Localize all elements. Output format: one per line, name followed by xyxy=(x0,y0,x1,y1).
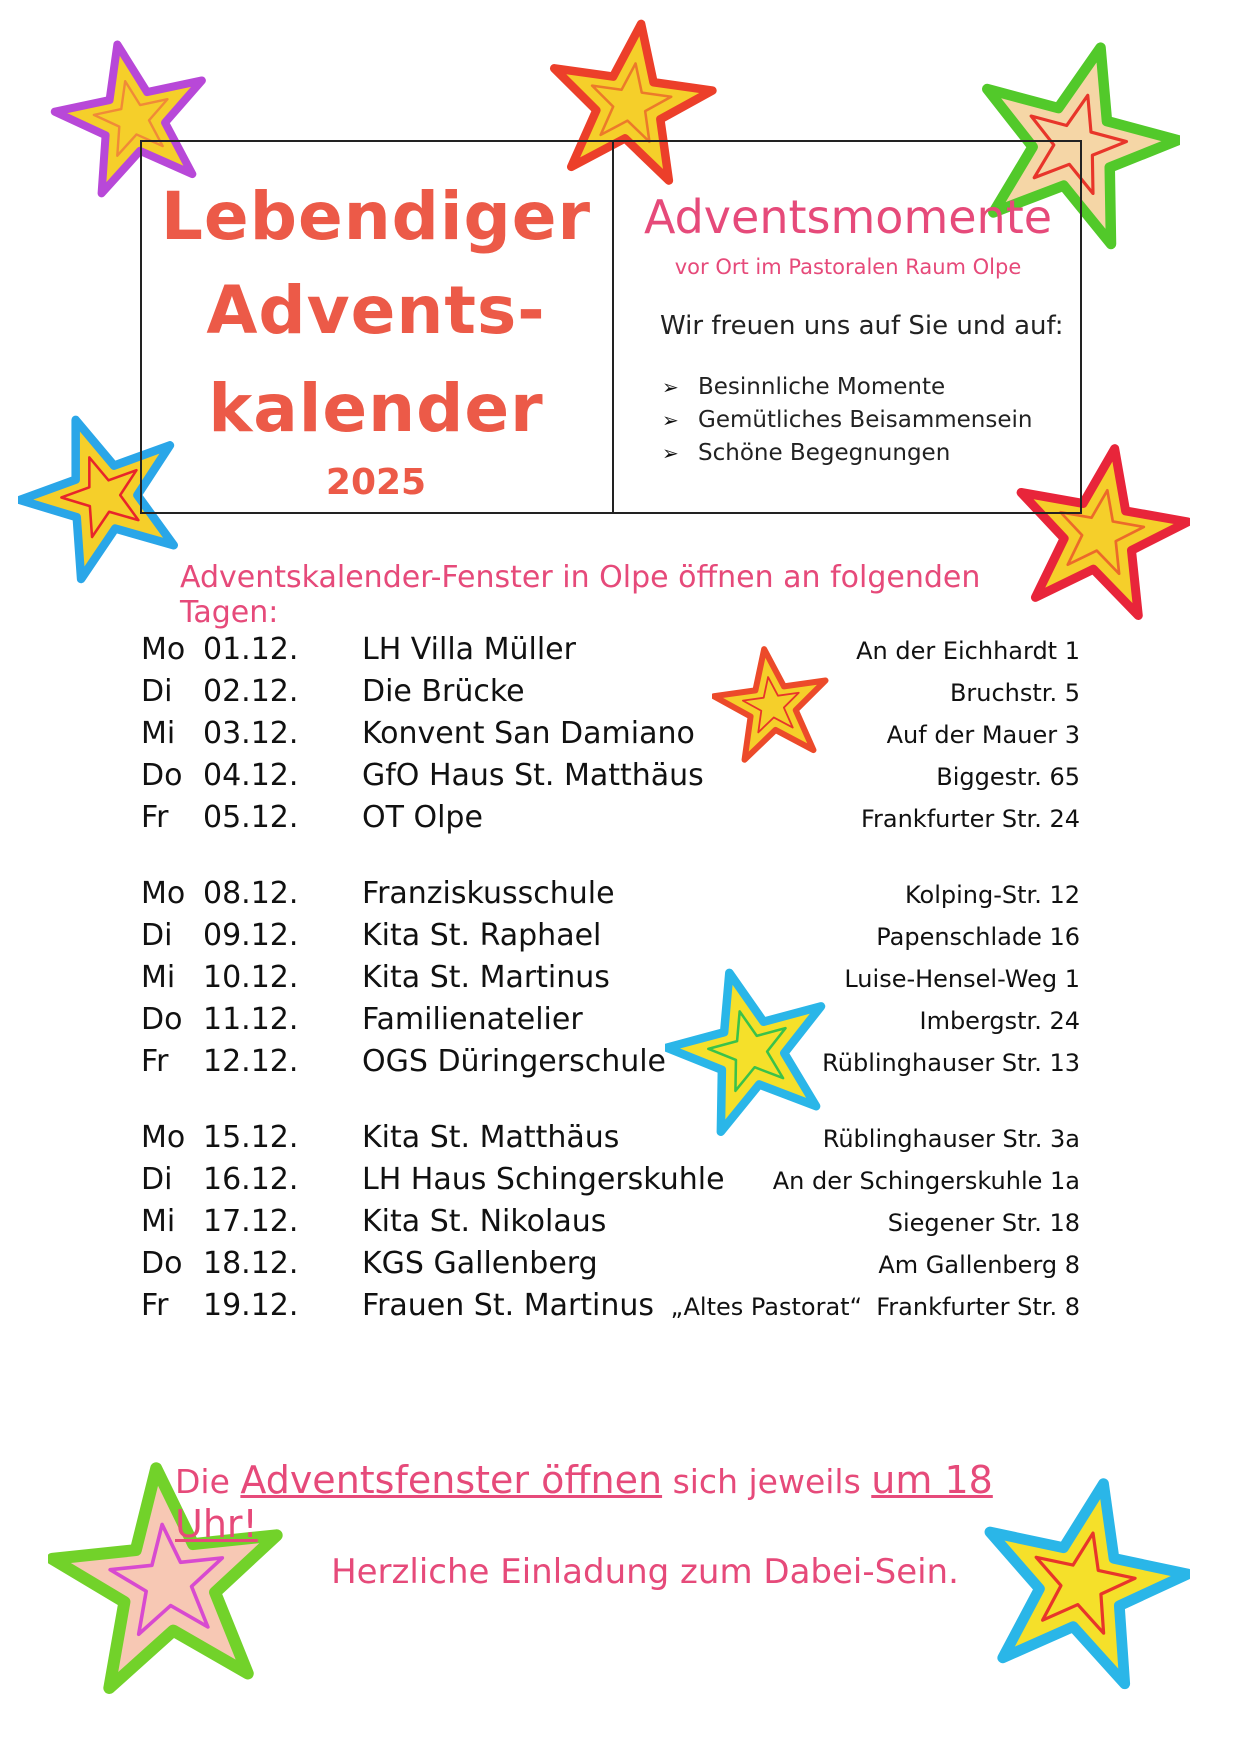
schedule-venue: Frauen St. Martinus xyxy=(362,1288,655,1323)
schedule-day: Di xyxy=(141,1162,173,1197)
arrow-bullet-icon: ➢ xyxy=(662,407,679,432)
schedule-row xyxy=(0,1002,1240,1048)
schedule-date: 16.12. xyxy=(203,1162,299,1197)
schedule-row xyxy=(0,1162,1240,1208)
schedule-row xyxy=(0,674,1240,720)
schedule-day: Do xyxy=(141,758,183,793)
schedule-address: Biggestr. 65 xyxy=(936,763,1080,791)
schedule-address: Frankfurter Str. 8 xyxy=(876,1293,1080,1321)
opening-note-part: Die xyxy=(175,1462,241,1501)
schedule-venue: Kita St. Nikolaus xyxy=(362,1204,607,1239)
title-year: 2025 xyxy=(325,462,427,503)
schedule-row xyxy=(0,918,1240,964)
schedule-day: Fr xyxy=(141,800,169,835)
schedule-venue: Konvent San Damiano xyxy=(362,716,695,751)
schedule-venue: Familienatelier xyxy=(362,1002,583,1037)
schedule-date: 04.12. xyxy=(203,758,299,793)
schedule-date: 03.12. xyxy=(203,716,299,751)
schedule-date: 17.12. xyxy=(203,1204,299,1239)
info-bullet xyxy=(662,403,1032,436)
info-bullet-label: Schöne Begegnungen xyxy=(698,439,951,466)
opening-time-emphasis: um 18 Uhr! xyxy=(175,1458,993,1546)
schedule-row xyxy=(0,1044,1240,1090)
schedule-venue: Die Brücke xyxy=(362,674,525,709)
schedule-row xyxy=(0,758,1240,804)
schedule-row xyxy=(0,1120,1240,1166)
schedule-venue: KGS Gallenberg xyxy=(362,1246,598,1281)
schedule-date: 15.12. xyxy=(203,1120,299,1155)
schedule-venue: Kita St. Matthäus xyxy=(362,1120,620,1155)
schedule-day: Mo xyxy=(141,1120,186,1155)
schedule-day: Mi xyxy=(141,1204,176,1239)
schedule-day: Di xyxy=(141,918,173,953)
schedule-address: Frankfurter Str. 24 xyxy=(860,805,1080,833)
schedule-day: Do xyxy=(141,1002,183,1037)
invitation-text: Herzliche Einladung zum Dabei-Sein. xyxy=(331,1552,959,1592)
schedule-address: Imbergstr. 24 xyxy=(919,1007,1080,1035)
arrow-bullet-icon: ➢ xyxy=(662,440,679,465)
schedule-venue: GfO Haus St. Matthäus xyxy=(362,758,704,793)
schedule-note: „Altes Pastorat“ xyxy=(670,1293,862,1321)
schedule-row xyxy=(0,632,1240,678)
schedule-venue: OT Olpe xyxy=(362,800,483,835)
schedule-date: 01.12. xyxy=(203,632,299,667)
schedule-address: Bruchstr. 5 xyxy=(949,679,1080,707)
schedule-row xyxy=(0,876,1240,922)
schedule-venue: LH Haus Schingerskuhle xyxy=(362,1162,725,1197)
schedule-address: Papenschlade 16 xyxy=(876,923,1080,951)
info-bullet xyxy=(662,436,1032,469)
info-subheading: vor Ort im Pastoralen Raum Olpe xyxy=(674,255,1022,279)
schedule-venue: Franziskusschule xyxy=(362,876,615,911)
schedule-date: 12.12. xyxy=(203,1044,299,1079)
schedule-address: Auf der Mauer 3 xyxy=(886,721,1080,749)
schedule-row xyxy=(0,1246,1240,1292)
title-line-2: Advents- xyxy=(206,272,546,349)
info-bullet-list xyxy=(662,370,1032,469)
schedule-row xyxy=(0,1204,1240,1250)
title-line-1: Lebendiger xyxy=(160,178,592,255)
title-line-3: kalender xyxy=(208,370,544,447)
schedule-day: Mo xyxy=(141,632,186,667)
schedule-address: Am Gallenberg 8 xyxy=(878,1251,1080,1279)
schedule-banner: Adventskalender-Fenster in Olpe öffnen an folgenden Tagen: xyxy=(180,560,981,630)
schedule-day: Mi xyxy=(141,960,176,995)
schedule-venue: LH Villa Müller xyxy=(362,632,576,667)
schedule-date: 09.12. xyxy=(203,918,299,953)
schedule-address: An der Eichhardt 1 xyxy=(856,637,1080,665)
schedule-address: Siegener Str. 18 xyxy=(887,1209,1080,1237)
schedule-day: Do xyxy=(141,1246,183,1281)
schedule-row xyxy=(0,800,1240,846)
schedule-date: 19.12. xyxy=(203,1288,299,1323)
schedule-day: Fr xyxy=(141,1288,169,1323)
schedule-venue: Kita St. Martinus xyxy=(362,960,610,995)
opening-note-emphasis: Adventsfenster öffnen xyxy=(240,1458,663,1502)
schedule-venue: Kita St. Raphael xyxy=(362,918,602,953)
info-bullet-label: Besinnliche Momente xyxy=(698,373,946,400)
schedule-date: 02.12. xyxy=(203,674,299,709)
info-bullet-label: Gemütliches Beisammensein xyxy=(698,406,1033,433)
schedule-date: 18.12. xyxy=(203,1246,299,1281)
schedule-day: Di xyxy=(141,674,173,709)
schedule-day: Mi xyxy=(141,716,176,751)
info-bullet xyxy=(662,370,1032,403)
schedule-date: 11.12. xyxy=(203,1002,299,1037)
schedule-date: 08.12. xyxy=(203,876,299,911)
arrow-bullet-icon: ➢ xyxy=(662,374,679,399)
info-heading: Adventsmomente xyxy=(643,190,1053,244)
schedule-address: Kolping-Str. 12 xyxy=(904,881,1080,909)
schedule-date: 10.12. xyxy=(203,960,299,995)
opening-time-note xyxy=(175,1458,1055,1546)
schedule-address: Rüblinghauser Str. 13 xyxy=(822,1049,1080,1077)
schedule-address: An der Schingerskuhle 1a xyxy=(772,1167,1080,1195)
schedule-date: 05.12. xyxy=(203,800,299,835)
schedule-row xyxy=(0,960,1240,1006)
schedule-day: Fr xyxy=(141,1044,169,1079)
opening-note-part: sich jeweils xyxy=(662,1462,872,1501)
schedule-row xyxy=(0,1288,1240,1334)
info-intro: Wir freuen uns auf Sie und auf: xyxy=(660,311,1064,341)
schedule-day: Mo xyxy=(141,876,186,911)
schedule-address: Luise-Hensel-Weg 1 xyxy=(844,965,1080,993)
schedule-venue: OGS Düringerschule xyxy=(362,1044,667,1079)
schedule-address: Rüblinghauser Str. 3a xyxy=(822,1125,1080,1153)
schedule-row xyxy=(0,716,1240,762)
